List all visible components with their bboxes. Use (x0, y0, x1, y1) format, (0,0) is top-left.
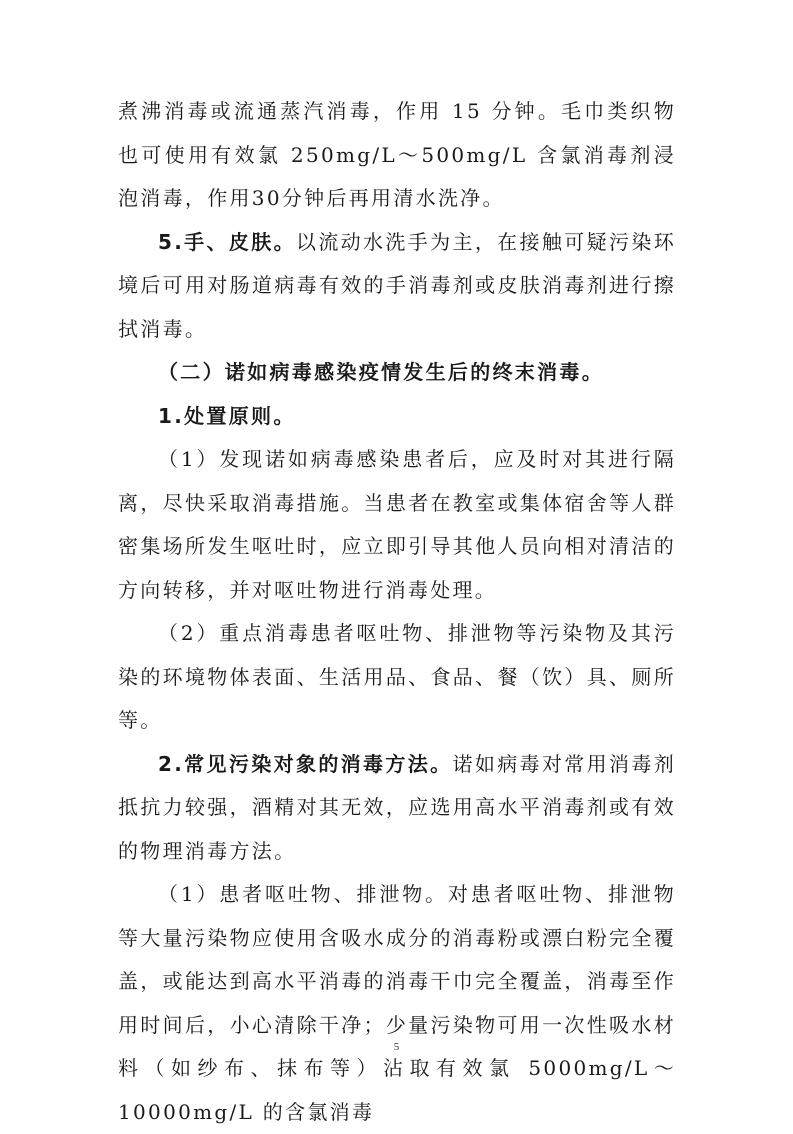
paragraph-principle-2 (118, 612, 676, 743)
subsection-title-principles (118, 395, 676, 439)
paragraph-text: 以流动水洗手为主，在接触可疑污染环境后可用对肠道病毒有效的手消毒剂或皮肤消毒剂进行擦拭消毒。 (118, 229, 676, 341)
paragraph-text: 诺如病毒对常用消毒剂抵抗力较强，酒精对其无效，应选用高水平消毒剂或有效的物理消毒方法。 (118, 751, 677, 863)
paragraph-text: 煮沸消毒或流通蒸汽消毒，作用 15 分钟。毛巾类织物也可使用有效氯 250mg/L～500mg/L 含氯消毒剂浸泡消毒，作用30分钟后再用清水洗净。 (118, 99, 676, 210)
paragraph-methods (118, 743, 676, 874)
subsection-heading-methods: 2.常见污染对象的消毒方法。 (158, 751, 453, 776)
paragraph-hands-skin (118, 221, 676, 352)
paragraph-principle-1 (118, 438, 676, 612)
section-title-terminal-disinfection (118, 351, 676, 395)
document-body (118, 90, 676, 1134)
paragraph-continued (118, 90, 676, 221)
section-heading-terminal-disinfection: （二）诺如病毒感染疫情发生后的终末消毒。 (158, 360, 604, 384)
paragraph-vomit-excreta (118, 873, 676, 1134)
paragraph-text: （1）发现诺如病毒感染患者后，应及时对其进行隔离，尽快采取消毒措施。当患者在教室或集体宿舍等人群密集场所发生呕吐时，应立即引导其他人员向相对清洁的方向转移，并对呕吐物进行消毒处理。 (118, 447, 676, 602)
section-heading-hands-skin: 5.手、皮肤。 (158, 229, 296, 254)
paragraph-text: （2）重点消毒患者呕吐物、排泄物等污染物及其污染的环境物体表面、生活用品、食品、餐（饮）具、厕所等。 (118, 621, 676, 732)
page-number: 5 (393, 1041, 400, 1053)
paragraph-text: （1）患者呕吐物、排泄物。对患者呕吐物、排泄物等大量污染物应使用含吸水成分的消毒粉或漂白粉完全覆盖，或能达到高水平消毒的消毒干巾完全覆盖，消毒至作用时间后，小心清除干净；少量污染物可用一次性吸水材料（如纱布、抹布等）沾取有效氯 5000mg/L～10000mg/L 的含氯消毒 (118, 882, 676, 1124)
subsection-heading-principles: 1.处置原则。 (158, 403, 296, 428)
